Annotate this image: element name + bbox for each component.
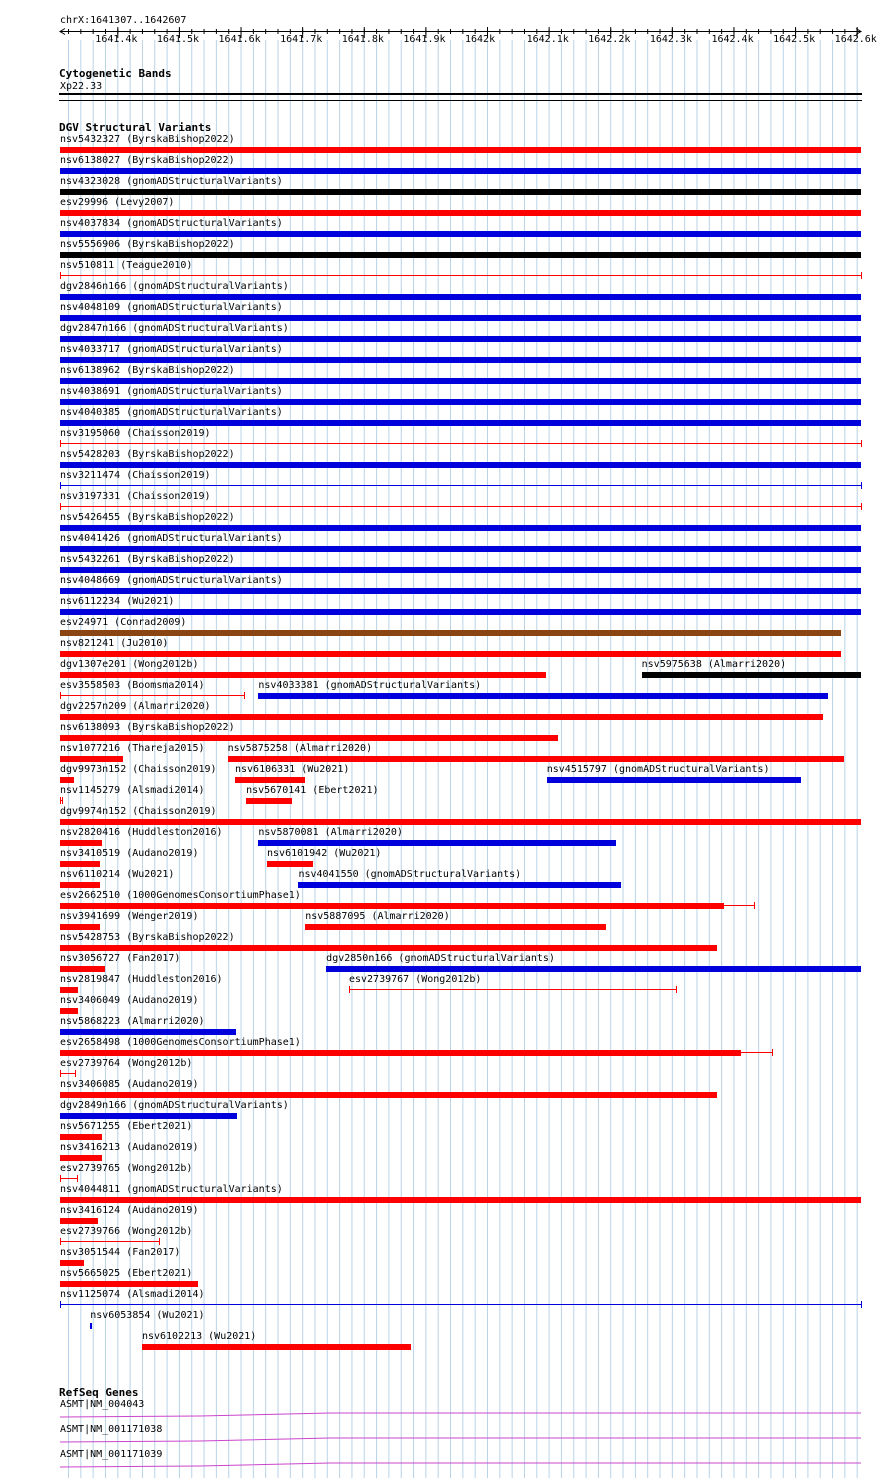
dgv-feature-bar[interactable] [60, 1073, 75, 1074]
dgv-feature-bar[interactable] [60, 1304, 861, 1305]
dgv-feature-bar[interactable] [642, 672, 861, 678]
dgv-feature-label[interactable]: dgv2849n166 (gnomADStructuralVariants) [60, 1100, 289, 1111]
dgv-feature-cap [60, 1175, 61, 1182]
dgv-feature-label[interactable]: nsv4044811 (gnomADStructuralVariants) [60, 1184, 283, 1195]
dgv-feature-label[interactable]: nsv5975638 (Almarri2020) [641, 659, 787, 670]
dgv-feature-label[interactable]: nsv2819847 (Huddleston2016) [60, 974, 223, 985]
ruler-tick-label: 1642.6k [834, 34, 877, 45]
dgv-feature-bar[interactable] [60, 1155, 102, 1161]
ruler-tick-label: 1642.2k [588, 34, 631, 45]
dgv-feature-label[interactable]: nsv5426455 (ByrskaBishop2022) [60, 512, 235, 523]
ruler-tick-label: 1641.6k [218, 34, 261, 45]
ruler-tick-label: 1642k [464, 34, 496, 45]
dgv-feature-label[interactable]: dgv2847n166 (gnomADStructuralVariants) [60, 323, 289, 334]
dgv-feature-cap [861, 272, 862, 279]
dgv-feature-bar[interactable] [60, 819, 861, 825]
dgv-feature-cap [60, 692, 61, 699]
ruler-tick-label: 1641.5k [156, 34, 200, 45]
dgv-feature-bar[interactable] [60, 966, 105, 972]
dgv-feature-bar[interactable] [60, 1281, 198, 1287]
dgv-feature-bar[interactable] [60, 777, 74, 783]
dgv-feature-bar[interactable] [60, 588, 861, 594]
dgv-feature-label[interactable]: nsv5671255 (Ebert2021) [60, 1121, 193, 1132]
dgv-feature-label[interactable]: nsv4033717 (gnomADStructuralVariants) [60, 344, 283, 355]
track-separator [59, 100, 862, 101]
dgv-feature-bar[interactable] [547, 777, 801, 783]
dgv-feature-label[interactable]: nsv3416124 (Audano2019) [60, 1205, 199, 1216]
dgv-feature-label[interactable]: nsv6102213 (Wu2021) [141, 1331, 257, 1342]
ruler-tick-label: 1642.4k [711, 34, 754, 45]
dgv-feature-bar[interactable] [60, 357, 861, 363]
dgv-feature-bar[interactable] [60, 147, 861, 153]
dgv-feature-label[interactable]: nsv6106331 (Wu2021) [234, 764, 350, 775]
dgv-feature-label[interactable]: nsv5432261 (ByrskaBishop2022) [60, 554, 235, 565]
dgv-feature-label[interactable]: nsv5665025 (Ebert2021) [60, 1268, 193, 1279]
dgv-feature-label[interactable]: nsv4048669 (gnomADStructuralVariants) [60, 575, 283, 586]
dgv-feature-label[interactable]: nsv5428203 (ByrskaBishop2022) [60, 449, 235, 460]
dgv-feature-cap [60, 272, 61, 279]
dgv-feature-bar[interactable] [60, 546, 861, 552]
dgv-feature-bar[interactable] [60, 210, 861, 216]
dgv-feature-label[interactable]: nsv4048109 (gnomADStructuralVariants) [60, 302, 283, 313]
dgv-feature-bar[interactable] [60, 567, 861, 573]
dgv-feature-bar[interactable] [60, 1008, 78, 1014]
dgv-feature-label[interactable]: nsv1077216 (Thareja2015) [60, 743, 205, 754]
dgv-feature-label[interactable]: nsv4033381 (gnomADStructuralVariants) [258, 680, 482, 691]
dgv-feature-bar[interactable] [60, 1197, 861, 1203]
dgv-feature-label[interactable]: nsv3410519 (Audano2019) [60, 848, 199, 859]
dgv-feature-cap [861, 482, 862, 489]
dgv-feature-label[interactable]: nsv3406049 (Audano2019) [60, 995, 199, 1006]
dgv-feature-label[interactable]: nsv5432327 (ByrskaBishop2022) [60, 134, 235, 145]
dgv-feature-label[interactable]: nsv1125074 (Alsmadi2014) [60, 1289, 205, 1300]
dgv-feature-label[interactable]: nsv3197331 (Chaisson2019) [60, 491, 211, 502]
dgv-feature-bar[interactable] [60, 756, 123, 762]
dgv-feature-cap [159, 1238, 160, 1245]
dgv-feature-bar[interactable] [235, 777, 305, 783]
dgv-feature-cap [60, 482, 61, 489]
dgv-feature-label[interactable]: nsv2820416 (Huddleston2016) [60, 827, 223, 838]
dgv-feature-label[interactable]: dgv9974n152 (Chaisson2019) [60, 806, 217, 817]
dgv-feature-bar[interactable] [60, 399, 861, 405]
dgv-feature-label[interactable]: esv29996 (Levy2007) [60, 197, 175, 208]
dgv-feature-bar[interactable] [60, 695, 244, 696]
dgv-feature-tail [724, 905, 754, 906]
dgv-feature-bar[interactable] [60, 987, 78, 993]
dgv-feature-cap [60, 1301, 61, 1308]
ruler-tick-label: 1642.1k [526, 34, 569, 45]
dgv-feature-bar[interactable] [60, 189, 861, 195]
ruler-location: chrX:1641307..1642607 [60, 15, 187, 26]
dgv-feature-label[interactable]: nsv3416213 (Audano2019) [60, 1142, 199, 1153]
dgv-feature-bar[interactable] [60, 735, 558, 741]
dgv-feature-label[interactable]: nsv4515797 (gnomADStructuralVariants) [546, 764, 770, 775]
refseq-gene-line[interactable] [60, 1463, 861, 1467]
dgv-feature-cap [349, 986, 350, 993]
dgv-feature-bar[interactable] [60, 231, 861, 237]
cytoband-label: Xp22.33 [60, 81, 103, 92]
dgv-feature-bar[interactable] [60, 525, 861, 531]
dgv-feature-label[interactable]: nsv3051544 (Fan2017) [60, 1247, 181, 1258]
dgv-feature-label[interactable]: nsv4041550 (gnomADStructuralVariants) [298, 869, 522, 880]
dgv-feature-bar[interactable] [60, 506, 861, 507]
dgv-feature-bar[interactable] [60, 903, 724, 909]
dgv-feature-label[interactable]: dgv2257n209 (Almarri2020) [60, 701, 211, 712]
dgv-feature-cap [754, 902, 755, 909]
dgv-feature-label[interactable]: nsv3211474 (Chaisson2019) [60, 470, 211, 481]
dgv-feature-label[interactable]: nsv6101942 (Wu2021) [267, 848, 382, 859]
dgv-feature-cap [60, 503, 61, 510]
dgv-feature-cap [676, 986, 677, 993]
dgv-feature-label[interactable]: esv2739765 (Wong2012b) [60, 1163, 193, 1174]
dgv-feature-bar[interactable] [60, 462, 861, 468]
dgv-feature-bar[interactable] [60, 1178, 77, 1179]
dgv-track-title[interactable]: DGV Structural Variants [59, 121, 212, 134]
dgv-feature-bar[interactable] [60, 651, 841, 657]
dgv-feature-label[interactable]: nsv4041426 (gnomADStructuralVariants) [60, 533, 283, 544]
refseq-gene-label[interactable]: ASMT|NM_001171039 [60, 1449, 163, 1460]
dgv-feature-bar[interactable] [60, 315, 861, 321]
dgv-feature-bar[interactable] [228, 756, 845, 762]
dgv-feature-label[interactable]: nsv3941699 (Wenger2019) [60, 911, 199, 922]
refseq-track-title[interactable]: RefSeq Genes [59, 1386, 139, 1399]
dgv-feature-bar[interactable] [305, 924, 606, 930]
dgv-feature-label[interactable]: nsv4038691 (gnomADStructuralVariants) [60, 386, 283, 397]
cytoband-band[interactable] [59, 93, 862, 95]
dgv-feature-cap [77, 1175, 78, 1182]
dgv-feature-bar[interactable] [326, 966, 861, 972]
dgv-feature-label[interactable]: nsv3195060 (Chaisson2019) [60, 428, 211, 439]
dgv-feature-label[interactable]: dgv2850n166 (gnomADStructuralVariants) [326, 953, 555, 964]
dgv-feature-bar[interactable] [60, 609, 861, 615]
dgv-feature-bar[interactable] [60, 294, 861, 300]
dgv-feature-bar[interactable] [60, 840, 102, 846]
dgv-feature-cap [60, 440, 61, 447]
dgv-feature-label[interactable]: nsv6138027 (ByrskaBishop2022) [60, 155, 235, 166]
refseq-gene-line[interactable] [60, 1413, 861, 1417]
dgv-feature-label[interactable]: nsv6112234 (Wu2021) [60, 596, 175, 607]
cytoband-title[interactable]: Cytogenetic Bands [59, 67, 172, 80]
dgv-feature-cap [861, 503, 862, 510]
dgv-feature-label[interactable]: esv2662510 (1000GenomesConsortiumPhase1) [60, 890, 301, 901]
dgv-feature-bar[interactable] [60, 861, 100, 867]
dgv-feature-bar[interactable] [60, 443, 861, 444]
dgv-feature-cap [75, 1070, 76, 1077]
dgv-feature-label[interactable]: nsv3406085 (Audano2019) [60, 1079, 199, 1090]
dgv-feature-cap [60, 1070, 61, 1077]
dgv-feature-bar[interactable] [60, 1050, 741, 1056]
ruler-tick-label: 1642.5k [773, 34, 816, 45]
ruler-tick-label: 1641.8k [341, 34, 384, 45]
dgv-feature-bar[interactable] [60, 378, 861, 384]
dgv-feature-bar[interactable] [246, 798, 292, 804]
dgv-feature-bar[interactable] [60, 882, 100, 888]
dgv-feature-label[interactable]: esv24971 (Conrad2009) [60, 617, 187, 628]
dgv-feature-label[interactable]: nsv5875258 (Almarri2020) [227, 743, 373, 754]
dgv-feature-bar[interactable] [60, 275, 861, 276]
dgv-feature-label[interactable]: dgv9973n152 (Chaisson2019) [60, 764, 217, 775]
dgv-feature-label[interactable]: nsv6138093 (ByrskaBishop2022) [60, 722, 235, 733]
dgv-feature-label[interactable]: nsv3056727 (Fan2017) [60, 953, 181, 964]
dgv-feature-bar[interactable] [267, 861, 313, 867]
dgv-feature-bar[interactable] [60, 168, 861, 174]
dgv-feature-label[interactable]: nsv5887095 (Almarri2020) [305, 911, 450, 922]
dgv-feature-bar[interactable] [60, 1218, 98, 1224]
dgv-feature-label[interactable]: nsv4040385 (gnomADStructuralVariants) [60, 407, 283, 418]
dgv-feature-label[interactable]: nsv5870081 (Almarri2020) [258, 827, 403, 838]
dgv-feature-cap [772, 1049, 773, 1056]
dgv-feature-bar[interactable] [60, 945, 717, 951]
dgv-feature-cap [861, 440, 862, 447]
dgv-feature-label[interactable]: nsv5868223 (Almarri2020) [60, 1016, 205, 1027]
dgv-feature-label[interactable]: nsv5556906 (ByrskaBishop2022) [60, 239, 235, 250]
dgv-feature-bar[interactable] [60, 420, 861, 426]
refseq-gene-label[interactable]: ASMT|NM_001171038 [60, 1424, 163, 1435]
dgv-feature-label[interactable]: nsv4037834 (gnomADStructuralVariants) [60, 218, 283, 229]
dgv-feature-bar[interactable] [60, 714, 823, 720]
dgv-feature-bar[interactable] [349, 989, 676, 990]
dgv-feature-bar[interactable] [298, 882, 620, 888]
dgv-feature-bar[interactable] [60, 1113, 237, 1119]
dgv-feature-bar[interactable] [142, 1344, 411, 1350]
dgv-feature-cap [861, 1301, 862, 1308]
dgv-feature-label[interactable]: nsv510811 (Teague2010) [60, 260, 193, 271]
ruler-tick-label: 1642.3k [649, 34, 692, 45]
dgv-feature-label[interactable]: nsv6053854 (Wu2021) [90, 1310, 205, 1321]
dgv-feature-bar[interactable] [60, 336, 861, 342]
dgv-feature-label[interactable]: nsv1145279 (Alsmadi2014) [60, 785, 205, 796]
dgv-feature-tail [741, 1052, 772, 1053]
refseq-gene-line[interactable] [60, 1438, 861, 1442]
dgv-feature-bar[interactable] [60, 630, 841, 636]
dgv-feature-label[interactable]: nsv821241 (Ju2010) [60, 638, 169, 649]
dgv-feature-label[interactable]: nsv5428753 (ByrskaBishop2022) [60, 932, 235, 943]
dgv-feature-cap [244, 692, 245, 699]
dgv-feature-bar[interactable] [60, 485, 861, 486]
dgv-feature-bar[interactable] [60, 672, 546, 678]
dgv-feature-cap [60, 1238, 61, 1245]
dgv-feature-bar[interactable] [258, 840, 615, 846]
dgv-feature-bar[interactable] [258, 693, 827, 699]
dgv-feature-label[interactable]: dgv2846n166 (gnomADStructuralVariants) [60, 281, 289, 292]
dgv-feature-label[interactable]: nsv5670141 (Ebert2021) [246, 785, 379, 796]
dgv-feature-bar[interactable] [60, 1029, 236, 1035]
dgv-feature-label[interactable]: nsv6138962 (ByrskaBishop2022) [60, 365, 235, 376]
dgv-feature-bar[interactable] [60, 1241, 159, 1242]
ruler-tick-label: 1641.9k [403, 34, 446, 45]
dgv-feature-bar[interactable] [60, 1092, 717, 1098]
dgv-feature-label[interactable]: esv2739764 (Wong2012b) [60, 1058, 193, 1069]
dgv-feature-bar[interactable] [60, 924, 100, 930]
dgv-feature-label[interactable]: dgv1307e201 (Wong2012b) [60, 659, 199, 670]
dgv-feature-bar[interactable] [60, 1134, 102, 1140]
ruler-tick-label: 1641.7k [280, 34, 323, 45]
dgv-feature-cap [62, 797, 63, 804]
dgv-feature-label[interactable]: esv2739767 (Wong2012b) [348, 974, 482, 985]
dgv-feature-bar[interactable] [60, 1260, 84, 1266]
dgv-feature-label[interactable]: nsv4323028 (gnomADStructuralVariants) [60, 176, 283, 187]
refseq-gene-label[interactable]: ASMT|NM_004043 [60, 1399, 145, 1410]
dgv-feature-cap [60, 797, 61, 804]
dgv-feature-label[interactable]: esv3558503 (Boomsma2014) [60, 680, 205, 691]
dgv-feature-bar[interactable] [90, 1323, 92, 1329]
dgv-feature-label[interactable]: nsv6110214 (Wu2021) [60, 869, 175, 880]
dgv-feature-label[interactable]: esv2658498 (1000GenomesConsortiumPhase1) [60, 1037, 301, 1048]
dgv-feature-bar[interactable] [60, 252, 861, 258]
dgv-feature-label[interactable]: esv2739766 (Wong2012b) [60, 1226, 193, 1237]
ruler-tick-label: 1641.4k [95, 34, 138, 45]
